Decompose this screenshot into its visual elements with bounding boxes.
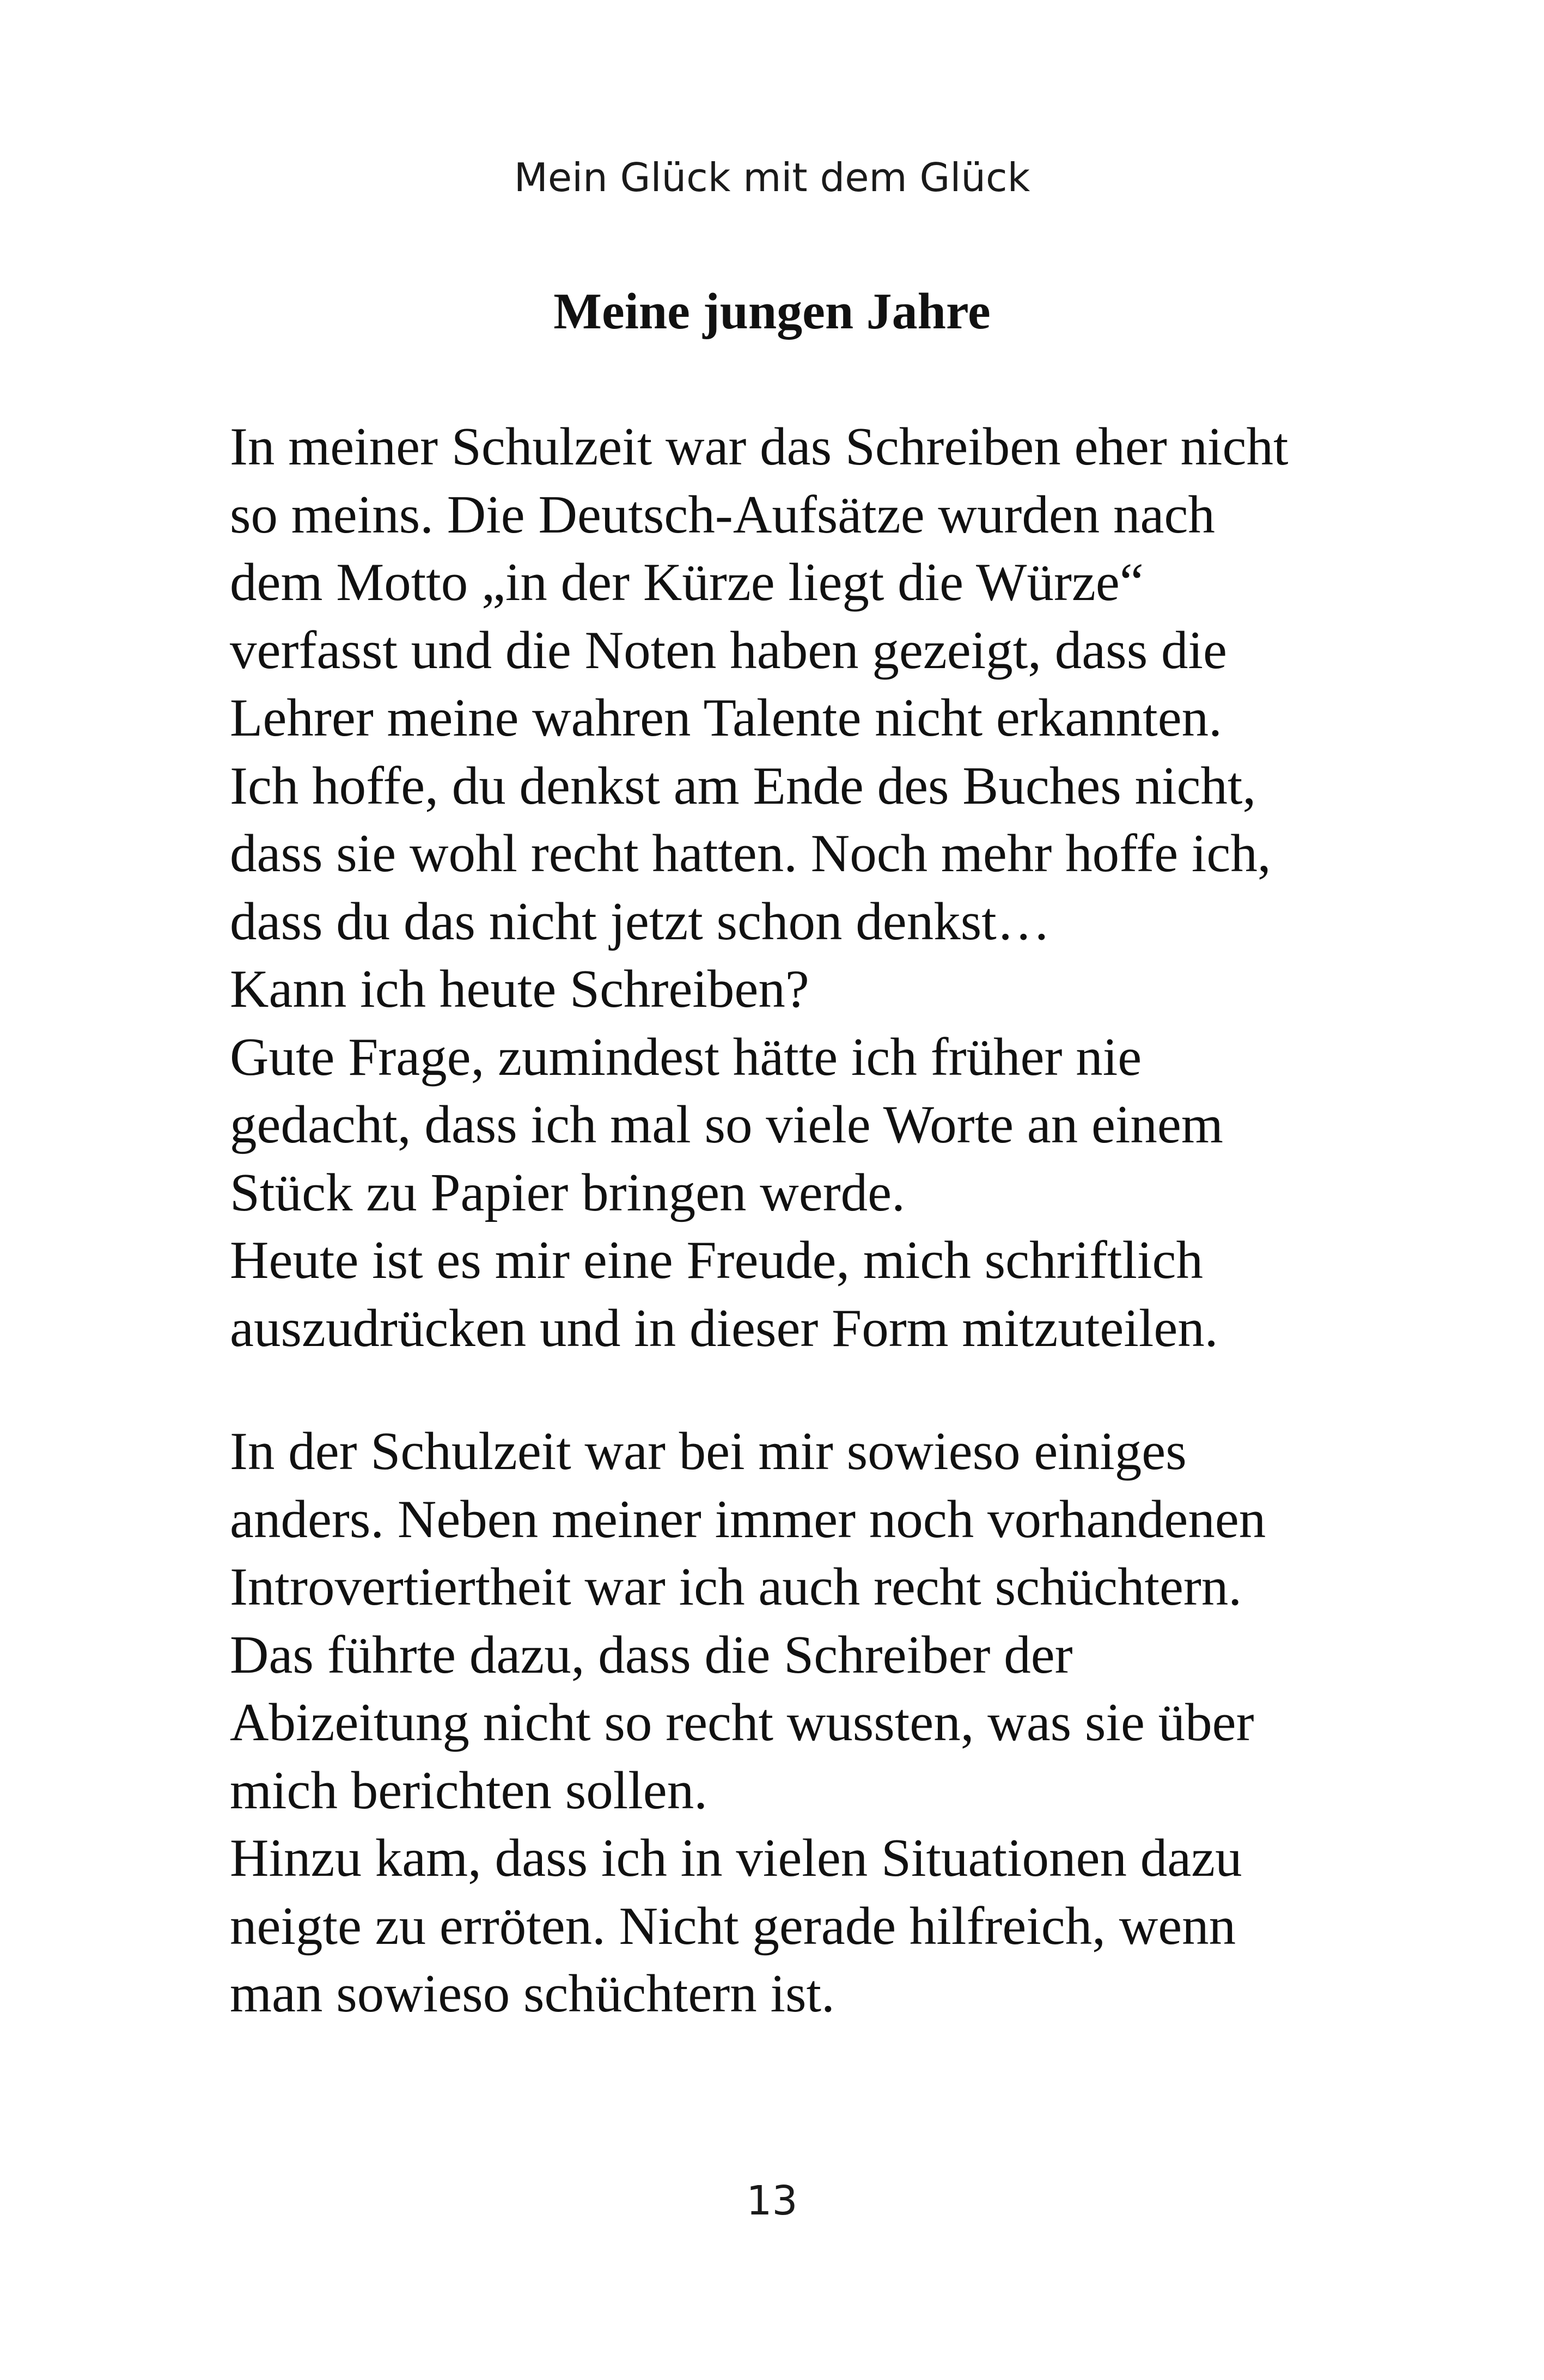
page-number: 13	[746, 2177, 798, 2224]
text-line: Introvertiertheit war ich auch recht schüchtern.	[230, 1557, 1242, 1617]
text-line: so meins. Die Deutsch-Aufsätze wurden nach	[230, 485, 1215, 544]
text-line: Abizeitung nicht so recht wussten, was sie über	[230, 1693, 1254, 1752]
text-line: Gute Frage, zumindest hätte ich früher nie	[230, 1027, 1142, 1087]
text-line: dem Motto „in der Kürze liegt die Würze“	[230, 553, 1144, 612]
paragraph-2	[230, 1418, 1346, 2028]
text-line: Lehrer meine wahren Talente nicht erkannten.	[230, 688, 1222, 748]
text-line: Ich hoffe, du denkst am Ende des Buches nicht,	[230, 756, 1256, 816]
text-line: In meiner Schulzeit war das Schreiben eher nicht	[230, 417, 1289, 476]
text-line: Stück zu Papier bringen werde.	[230, 1163, 905, 1222]
text-line: In der Schulzeit war bei mir sowieso einiges	[230, 1422, 1187, 1481]
text-line: mich berichten sollen.	[230, 1760, 707, 1820]
running-header: Mein Glück mit dem Glück	[514, 155, 1030, 200]
text-line: anders. Neben meiner immer noch vorhandenen	[230, 1489, 1266, 1549]
text-line: dass sie wohl recht hatten. Noch mehr hoffe ich,	[230, 824, 1271, 883]
text-line: verfasst und die Noten haben gezeigt, dass die	[230, 620, 1227, 680]
text-line: neigte zu erröten. Nicht gerade hilfreich, wenn	[230, 1896, 1236, 1956]
paragraph-1	[230, 413, 1346, 1362]
text-line: Das führte dazu, dass die Schreiber der	[230, 1625, 1073, 1685]
text-line: man sowieso schüchtern ist.	[230, 1964, 835, 2023]
chapter-title: Meine jungen Jahre	[553, 283, 991, 340]
text-line: Heute ist es mir eine Freude, mich schriftlich	[230, 1231, 1203, 1290]
text-line: auszudrücken und in dieser Form mitzuteilen.	[230, 1298, 1218, 1358]
text-line: gedacht, dass ich mal so viele Worte an einem	[230, 1095, 1223, 1154]
text-line: Kann ich heute Schreiben?	[230, 959, 809, 1019]
text-line: dass du das nicht jetzt schon denkst…	[230, 891, 1051, 951]
text-line: Hinzu kam, dass ich in vielen Situationen dazu	[230, 1828, 1242, 1888]
